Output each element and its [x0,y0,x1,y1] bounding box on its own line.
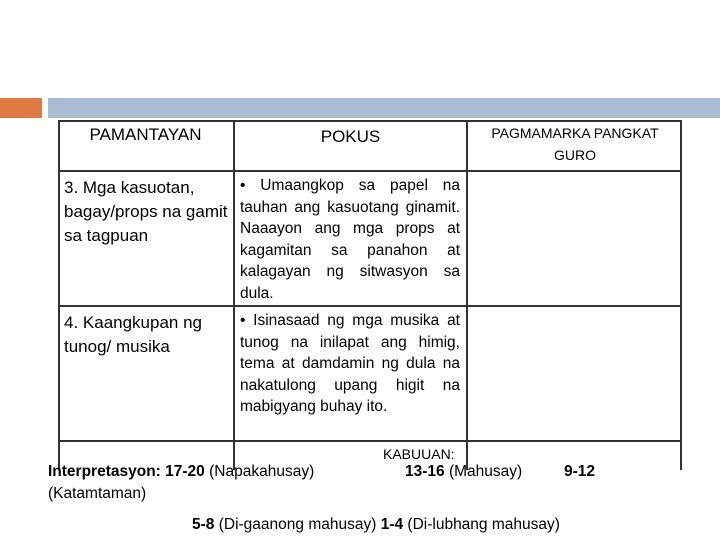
title-accent-bar [48,98,720,118]
label-di-gaanong-mahusay: (Di-gaanong mahusay) [218,516,377,533]
label-katamtaman: (Katamtaman) [48,485,147,502]
range-5-8: 5-8 [192,516,215,533]
header-pokus: POKUS [320,127,381,146]
title-accent-orange [0,98,42,118]
label-mahusay: (Mahusay) [448,463,523,480]
criterion-tunog-musika: 4. Kaangkupan ng tunog/ musika [64,313,203,356]
table-border-left [58,120,60,470]
table-divider-1 [233,120,235,470]
criterion-kasuotan: 3. Mga kasuotan, bagay/props na gamit sa tagpuan [64,178,228,245]
total-label: KABUUAN: [383,446,455,462]
range-13-16: 13-16 [405,463,445,480]
range-9-12: 9-12 [564,463,596,480]
interpretation-label: Interpretasyon: [48,463,161,480]
interpretation-mahusay [405,463,522,481]
label-napakahusay: (Napakahusay) [209,463,315,480]
interpretation-katamtaman [48,485,146,503]
interpretation-range-9-12 [564,463,595,481]
header-pamantayan: PAMANTAYAN [89,125,202,144]
interpretation-line-3 [192,516,560,534]
label-di-lubhang-mahusay: (Di-lubhang mahusay) [407,516,560,533]
focus-tunog-musika: • Isinasaad ng mga musika at tunog na inilapat ang himig, tema at damdamin ng dula na nakatulong upang higit na mabigyang buhay ito. [240,312,460,415]
table-footer-divider [58,440,682,442]
table-border-right [680,120,682,470]
score-cell-kasuotan[interactable] [468,172,678,302]
header-pagmamarka: PAGMAMARKA PANGKAT GURO [491,125,659,163]
interpretation-line-1 [48,463,314,481]
score-cell-tunog-musika[interactable] [468,307,678,437]
focus-kasuotan: • Umaangkop sa papel na tauhan ang kasuotang ginamit. Naaayon ang mga props at kagamitan sa panahon at kalagayan ng sitwasyon sa dula. [240,177,460,302]
range-1-4: 1-4 [380,516,404,533]
range-17-20: 17-20 [165,463,205,480]
